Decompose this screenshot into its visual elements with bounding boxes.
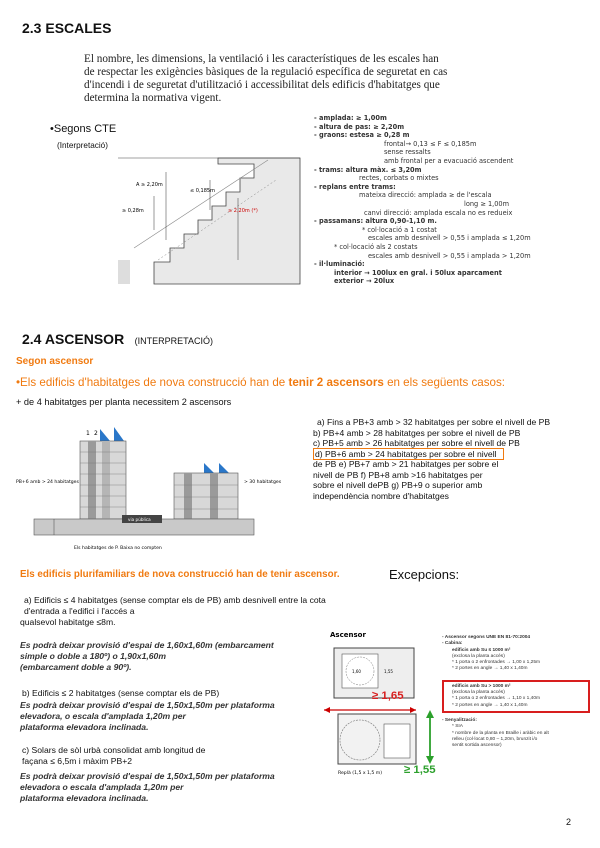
cte-bullet: •Segons CTE xyxy=(50,123,117,135)
spec-heading: - Ascensor segons UNE EN 81-70:2004 xyxy=(442,635,531,640)
lift-width-label: ≥ 1,65 xyxy=(372,690,404,702)
exception-note: elevadora, o escala d'amplada 1,20m per xyxy=(20,711,186,721)
req-line: long ≥ 1,00m xyxy=(464,199,510,208)
exception-a-note xyxy=(20,640,340,673)
req-line: mateixa direcció: amplada ≥ de l'escala xyxy=(359,191,492,200)
building-caption: Els habitatges de P. Baixa no compten xyxy=(74,546,162,551)
exception-note: Es podrà deixar provisió d'espai de 1,50x1,50m per plataforma xyxy=(20,771,275,781)
exception-c xyxy=(22,745,205,767)
spec-line: * 1 porta o 2 enfrontades → 1,10 x 1,40m xyxy=(452,696,540,702)
exception-c-note xyxy=(20,771,340,804)
rule-plus4: + de 4 habitatges per planta necessitem 2 ascensors xyxy=(16,397,232,407)
lead-highlight: tenir 2 ascensors xyxy=(288,376,384,389)
lift-specs xyxy=(442,635,594,749)
case-line-highlighted xyxy=(313,449,583,460)
ascensor-title: 2.4 ASCENSOR xyxy=(22,331,125,347)
exception-text: a) Edificis ≤ 4 habitatges (sense comptar els de PB) amb desnivell entre la cota xyxy=(24,595,326,605)
intro-line: de respectar les exigències bàsiques de la regulació específica de seguretat en cas xyxy=(84,66,448,78)
two-lifts-lead xyxy=(16,376,505,389)
building-label-left: PB+6 amb > 24 habitatges xyxy=(16,480,79,485)
spec-highlight-box xyxy=(442,680,590,713)
intro-line: d'incendi i de seguretat d'utilització i accessibilitat dels edificis d'habitatges que xyxy=(84,79,440,91)
req-line: - passamans: altura 0,90-1,10 m. xyxy=(314,217,437,226)
spec-line: * 2 portes en angle → 1,40 x 1,40m xyxy=(452,702,528,708)
exception-note: elevadora o escala d'amplada 1,20m per xyxy=(20,782,184,792)
spec-line: edificis amb Su ≤ 1000 m² xyxy=(452,647,511,653)
spec-line: (exclosa la planta accés) xyxy=(452,690,505,696)
req-line: escales amb desnivell > 0,55 i amplada > 1,20m xyxy=(368,251,531,260)
req-line: - altura de pas: ≥ 2,20m xyxy=(314,122,405,131)
req-line: interior → 100lux en gral. i 50lux aparcament xyxy=(334,268,502,277)
case-line: b) PB+4 amb > 28 habitatges per sobre el nivell de PB xyxy=(313,427,521,438)
exception-note: Es podrà deixar provisió d'espai de 1,60x1,60m (embarcament xyxy=(20,640,274,650)
accessible-title: Els edificis plurifamiliars de nova construcció han de tenir ascensor. xyxy=(20,569,340,580)
case-line: c) PB+5 amb > 26 habitatges per sobre el nivell de PB xyxy=(313,438,520,448)
exception-text: façana ≤ 6,5m i màxim PB+2 xyxy=(22,756,133,766)
building-label-right: > 30 habitatges xyxy=(244,480,282,485)
lift-diagram-title: Ascensor xyxy=(330,631,366,639)
spec-line: * nombre de la planta en Braille i aràbic en alt xyxy=(452,730,549,736)
excepcions-heading: Excepcions: xyxy=(389,567,460,582)
req-line: canvi direcció: amplada escala no es redueix xyxy=(364,208,513,217)
req-line: - replans entre trams: xyxy=(314,182,396,191)
segon-ascensor-label: Segon ascensor xyxy=(16,356,94,367)
stair-dim-label: A ≥ 2,20m xyxy=(136,182,163,188)
req-line: escales amb desnivell > 0,55 i amplada ≤ 1,20m xyxy=(368,234,531,243)
case-line: sobre el nivell dePB g) PB+9 o superior amb xyxy=(313,480,483,490)
lift-inner-dim: 1,55 xyxy=(384,669,393,674)
exception-note: (embarcament doble a 90º). xyxy=(20,662,132,672)
spec-line: - Cabina: xyxy=(442,641,463,647)
stair-section-diagram xyxy=(118,150,300,284)
intro-line: determina la normativa vigent. xyxy=(84,92,222,104)
lead-text: en els següents casos: xyxy=(383,376,506,389)
req-line: - trams: altura màx. ≤ 3,20m xyxy=(314,165,422,174)
buildings-diagram xyxy=(14,425,282,555)
req-line: - amplada: ≥ 1,00m xyxy=(314,114,387,122)
building-number: 2 xyxy=(94,430,98,437)
spec-line: - Senyalització: xyxy=(442,717,477,723)
req-line: rectes, corbats o mixtes xyxy=(359,174,439,183)
req-line: exterior → 20lux xyxy=(334,277,395,286)
ascensor-subtitle: (INTERPRETACIÓ) xyxy=(134,336,213,346)
exception-text: c) Solars de sòl urbà consolidat amb longitud de xyxy=(22,745,206,755)
page-number: 2 xyxy=(566,817,572,827)
section-title-ascensor xyxy=(22,331,213,349)
cte-note: (Interpretació) xyxy=(57,141,108,150)
section-title-escales: 2.3 ESCALES xyxy=(22,20,112,36)
intro-line: El nombre, les dimensions, la ventilació i les característiques de les escales han xyxy=(84,53,439,65)
case-line: nivell de PB f) PB+8 amb >16 habitatges per xyxy=(313,469,483,480)
case-line: independència nombre d'habitatges xyxy=(313,490,449,501)
spec-line: edificis amb Su > 1000 m² xyxy=(452,683,511,689)
stair-dim-label: ≥ 2,20m (*) xyxy=(228,208,258,214)
req-line: amb frontal per a evacuació ascendent xyxy=(384,156,514,165)
exception-note: plataforma elevadora inclinada. xyxy=(20,793,149,803)
two-lift-cases xyxy=(313,417,583,501)
exception-text: d'entrada a l'edifici i l'accés a xyxy=(24,606,135,616)
req-line: - il·luminació: xyxy=(314,260,365,269)
exception-b: b) Edificis ≤ 2 habitatges (sense comptar els de PB) xyxy=(22,688,220,698)
lift-plan-diagram xyxy=(320,628,440,778)
stair-dim-label: ≥ 0,28m xyxy=(122,208,144,214)
spec-line: (exclosa la planta accés) xyxy=(452,653,505,659)
case-d-highlight: d) PB+6 amb > 24 habitatges per sobre el nivell xyxy=(313,448,504,460)
req-line: * col·locació a 1 costat xyxy=(362,225,437,234)
lift-depth-label: ≥ 1,55 xyxy=(404,764,436,776)
ground-label: via pública xyxy=(128,517,151,522)
escales-intro xyxy=(84,53,504,105)
spec-line: relleu (col·locat 0,80 – 1,20m, brunzit i/o xyxy=(452,736,538,742)
req-line: * col·locació als 2 costats xyxy=(334,242,418,251)
exception-note: plataforma elevadora inclinada. xyxy=(20,722,149,732)
stair-dim-label: ≤ 0,185m xyxy=(190,188,215,194)
case-line: a) Fins a PB+3 amb > 32 habitatges per sobre el nivell de PB xyxy=(317,417,551,427)
spec-line: * 2 portes en angle → 1,40 x 1,40m xyxy=(452,666,528,672)
lift-inner-dim: 1,60 xyxy=(352,669,361,674)
spec-line: * 1 porta o 2 enfrontades → 1,00 x 1,25m xyxy=(452,660,540,666)
building-number: 1 xyxy=(86,430,90,437)
req-line: frontal→ 0,13 ≤ F ≤ 0,185m xyxy=(384,139,477,148)
lead-text: •Els edificis d'habitatges de nova construcció han de xyxy=(16,376,289,389)
spec-line: * SIA xyxy=(452,724,463,730)
stair-requirements xyxy=(314,114,594,286)
exception-note: Es podrà deixar provisió d'espai de 1,50x1,50m per plataforma xyxy=(20,700,275,710)
req-line: sense ressalts xyxy=(384,148,431,157)
lift-caption: Replà (1,5 x 1,5 m) xyxy=(338,771,383,776)
exception-text: qualsevol habitatge ≤8m. xyxy=(20,617,116,627)
req-line: - graons: estesa ≥ 0,28 m xyxy=(314,131,410,140)
exception-a xyxy=(20,595,374,628)
spec-line: sentit sortida ascensor) xyxy=(452,743,502,749)
case-line: de PB e) PB+7 amb > 21 habitatges per sobre el xyxy=(313,459,499,469)
exception-b-note xyxy=(20,700,340,733)
exception-note: simple o doble a 180º) o 1,90x1,60m xyxy=(20,651,166,661)
